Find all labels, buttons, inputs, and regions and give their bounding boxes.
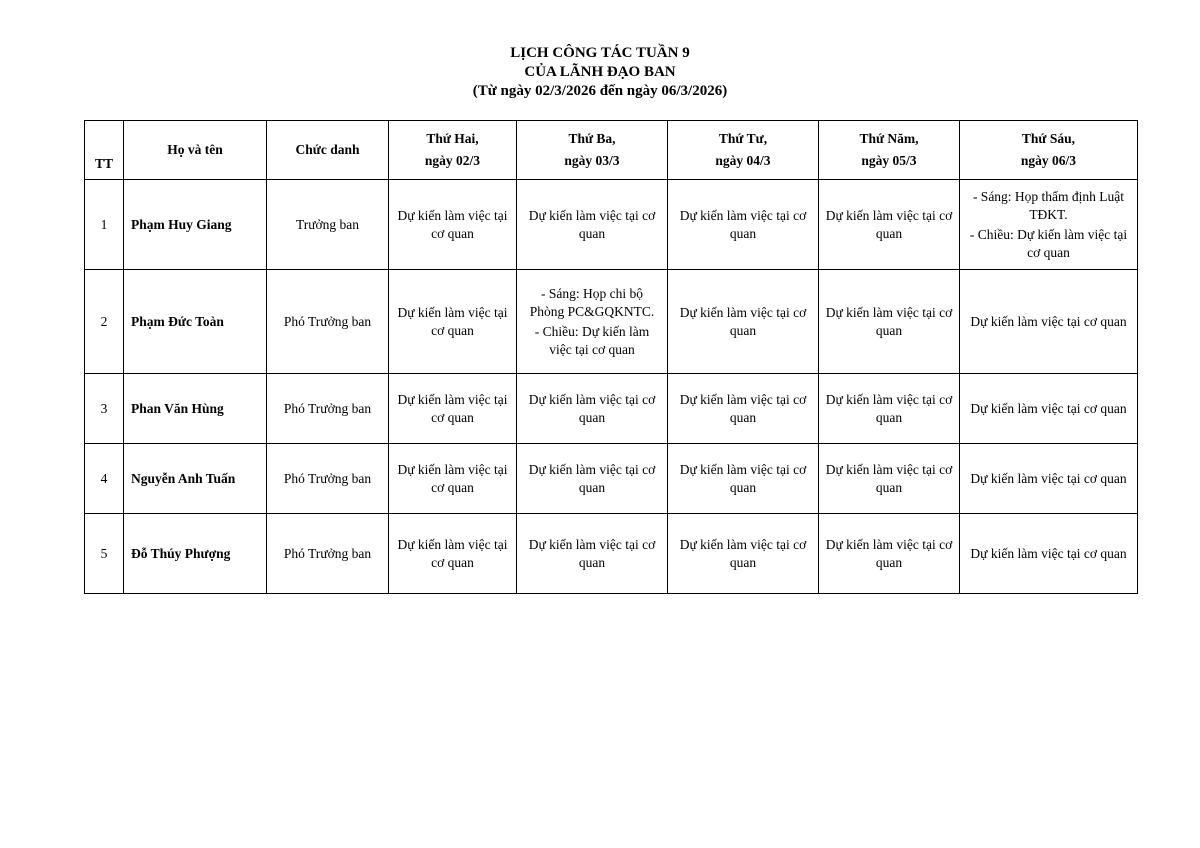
schedule-cell-mon xyxy=(389,180,517,270)
schedule-cell-thu xyxy=(819,270,960,374)
schedule-entry: Dự kiến làm việc tại cơ quan xyxy=(825,207,953,241)
schedule-entry: Dự kiến làm việc tại cơ quan xyxy=(970,400,1127,416)
row-number: 2 xyxy=(85,270,124,374)
schedule-entry: Dự kiến làm việc tại cơ quan xyxy=(397,391,508,425)
table-row xyxy=(85,374,1138,444)
schedule-cell-thu xyxy=(819,444,960,514)
schedule-cell-wed xyxy=(668,374,819,444)
header-day-date: ngày 06/3 xyxy=(1020,153,1077,168)
person-position: Phó Trưởng ban xyxy=(267,374,389,444)
header-day-date: ngày 03/3 xyxy=(564,153,620,168)
schedule-entry: Dự kiến làm việc tại cơ quan xyxy=(397,304,508,338)
schedule-cell-tue xyxy=(517,374,668,444)
schedule-cell-wed xyxy=(668,514,819,594)
person-name: Đỗ Thúy Phượng xyxy=(124,514,267,594)
schedule-entry: Dự kiến làm việc tại cơ quan xyxy=(397,461,508,495)
schedule-entry: Dự kiến làm việc tại cơ quan xyxy=(397,207,508,241)
schedule-entry: - Sáng: Họp thẩm định Luật TĐKT. xyxy=(972,188,1125,222)
row-number: 5 xyxy=(85,514,124,594)
schedule-entry: Dự kiến làm việc tại cơ quan xyxy=(528,391,656,425)
table-row xyxy=(85,180,1138,270)
schedule-cell-mon xyxy=(389,270,517,374)
schedule-cell-fri xyxy=(960,374,1138,444)
schedule-cell-thu xyxy=(819,374,960,444)
table-row xyxy=(85,444,1138,514)
person-name: Nguyễn Anh Tuấn xyxy=(124,444,267,514)
header-name: Họ và tên xyxy=(124,121,267,180)
document-date-range: (Từ ngày 02/3/2026 đến ngày 06/3/2026) xyxy=(472,83,728,99)
schedule-cell-tue xyxy=(517,270,668,374)
schedule-entry: Dự kiến làm việc tại cơ quan xyxy=(970,313,1127,329)
header-day-label: Thứ Tư, xyxy=(718,131,768,146)
schedule-entry: Dự kiến làm việc tại cơ quan xyxy=(528,536,656,570)
schedule-cell-tue xyxy=(517,514,668,594)
schedule-entry: Dự kiến làm việc tại cơ quan xyxy=(528,207,656,241)
schedule-cell-thu xyxy=(819,514,960,594)
schedule-entry: - Chiều: Dự kiến làm việc tại cơ quan xyxy=(534,323,650,357)
header-day-label: Thứ Hai, xyxy=(426,131,479,146)
table-row xyxy=(85,514,1138,594)
schedule-cell-mon xyxy=(389,374,517,444)
person-name: Phan Văn Hùng xyxy=(124,374,267,444)
header-day-thu xyxy=(819,121,960,180)
header-day-label: Thứ Ba, xyxy=(568,131,616,146)
schedule-entry: - Chiều: Dự kiến làm việc tại cơ quan xyxy=(969,226,1128,260)
person-name: Phạm Đức Toàn xyxy=(124,270,267,374)
schedule-entry: Dự kiến làm việc tại cơ quan xyxy=(397,536,508,570)
schedule-cell-fri xyxy=(960,444,1138,514)
schedule-entry: Dự kiến làm việc tại cơ quan xyxy=(825,536,953,570)
schedule-entry: Dự kiến làm việc tại cơ quan xyxy=(679,461,807,495)
person-position: Phó Trưởng ban xyxy=(267,444,389,514)
schedule-cell-tue xyxy=(517,180,668,270)
table-row xyxy=(85,270,1138,374)
schedule-cell-fri xyxy=(960,180,1138,270)
person-position: Phó Trưởng ban xyxy=(267,514,389,594)
schedule-entry: Dự kiến làm việc tại cơ quan xyxy=(528,461,656,495)
row-number: 3 xyxy=(85,374,124,444)
schedule-cell-fri xyxy=(960,514,1138,594)
schedule-cell-mon xyxy=(389,444,517,514)
row-number: 1 xyxy=(85,180,124,270)
schedule-entry: Dự kiến làm việc tại cơ quan xyxy=(679,391,807,425)
person-position: Trưởng ban xyxy=(267,180,389,270)
header-tt: TT xyxy=(85,121,124,180)
schedule-entry: Dự kiến làm việc tại cơ quan xyxy=(825,391,953,425)
schedule-cell-wed xyxy=(668,270,819,374)
schedule-cell-tue xyxy=(517,444,668,514)
schedule-entry: Dự kiến làm việc tại cơ quan xyxy=(970,545,1127,561)
schedule-entry: Dự kiến làm việc tại cơ quan xyxy=(679,536,807,570)
header-day-wed xyxy=(668,121,819,180)
header-day-tue xyxy=(517,121,668,180)
schedule-table xyxy=(84,120,1138,594)
schedule-cell-wed xyxy=(668,180,819,270)
schedule-entry: - Sáng: Họp chi bộ Phòng PC&GQKNTC. xyxy=(529,285,655,319)
header-day-date: ngày 02/3 xyxy=(424,153,481,168)
person-position: Phó Trưởng ban xyxy=(267,270,389,374)
document-title: LỊCH CÔNG TÁC TUẦN 9 xyxy=(510,45,690,61)
header-day-mon xyxy=(389,121,517,180)
header-day-label: Thứ Sáu, xyxy=(1021,131,1076,146)
document-subtitle: CỦA LÃNH ĐẠO BAN xyxy=(524,64,676,80)
schedule-entry: Dự kiến làm việc tại cơ quan xyxy=(679,304,807,338)
schedule-entry: Dự kiến làm việc tại cơ quan xyxy=(825,461,953,495)
schedule-cell-mon xyxy=(389,514,517,594)
document-header xyxy=(0,44,1200,101)
schedule-entry: Dự kiến làm việc tại cơ quan xyxy=(970,470,1127,486)
header-day-fri xyxy=(960,121,1138,180)
schedule-entry: Dự kiến làm việc tại cơ quan xyxy=(679,207,807,241)
table-header-row xyxy=(85,121,1138,180)
header-day-date: ngày 04/3 xyxy=(715,153,771,168)
schedule-cell-fri xyxy=(960,270,1138,374)
header-position: Chức danh xyxy=(267,121,389,180)
schedule-cell-wed xyxy=(668,444,819,514)
schedule-entry: Dự kiến làm việc tại cơ quan xyxy=(825,304,953,338)
schedule-body xyxy=(85,180,1138,594)
row-number: 4 xyxy=(85,444,124,514)
header-day-date: ngày 05/3 xyxy=(861,153,917,168)
header-day-label: Thứ Năm, xyxy=(859,131,919,146)
person-name: Phạm Huy Giang xyxy=(124,180,267,270)
schedule-cell-thu xyxy=(819,180,960,270)
